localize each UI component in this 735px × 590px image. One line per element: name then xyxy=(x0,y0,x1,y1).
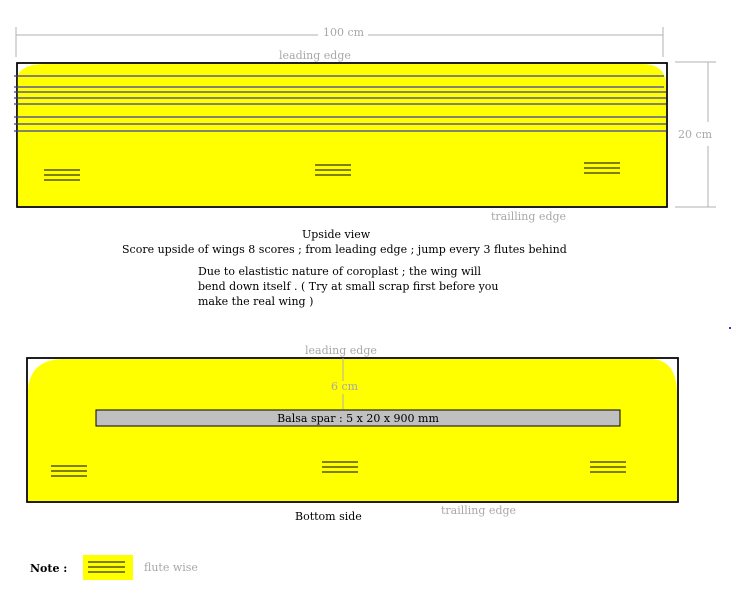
bottom-trailing-edge-label: trailling edge xyxy=(441,504,517,517)
width-dimension-label: 100 cm xyxy=(323,26,365,39)
elasticity-note-line-1: Due to elastistic nature of coroplast ; the wing will xyxy=(198,265,482,278)
bottom-leading-edge-label: leading edge xyxy=(305,344,377,357)
spar-distance-label: 6 cm xyxy=(331,380,359,393)
elasticity-note-line-2: bend down itself . ( Try at small scrap first before you xyxy=(198,280,499,293)
elasticity-note-line-3: make the real wing ) xyxy=(198,295,314,308)
legend-swatch xyxy=(83,555,133,580)
upside-view-title: Upside view xyxy=(302,228,371,241)
bottom-side-title: Bottom side xyxy=(295,510,362,523)
balsa-spar-label: Balsa spar : 5 x 20 x 900 mm xyxy=(277,411,439,425)
flute-wise-label: flute wise xyxy=(144,561,198,574)
note-label: Note : xyxy=(30,562,68,575)
stray-dot xyxy=(729,327,731,329)
score-instruction: Score upside of wings 8 scores ; from leading edge ; jump every 3 flutes behind xyxy=(122,243,567,256)
height-dimension-label: 20 cm xyxy=(678,128,713,141)
upside-wing xyxy=(17,63,667,207)
upside-leading-edge-label: leading edge xyxy=(279,49,351,62)
upside-trailing-edge-label: trailling edge xyxy=(491,210,567,223)
